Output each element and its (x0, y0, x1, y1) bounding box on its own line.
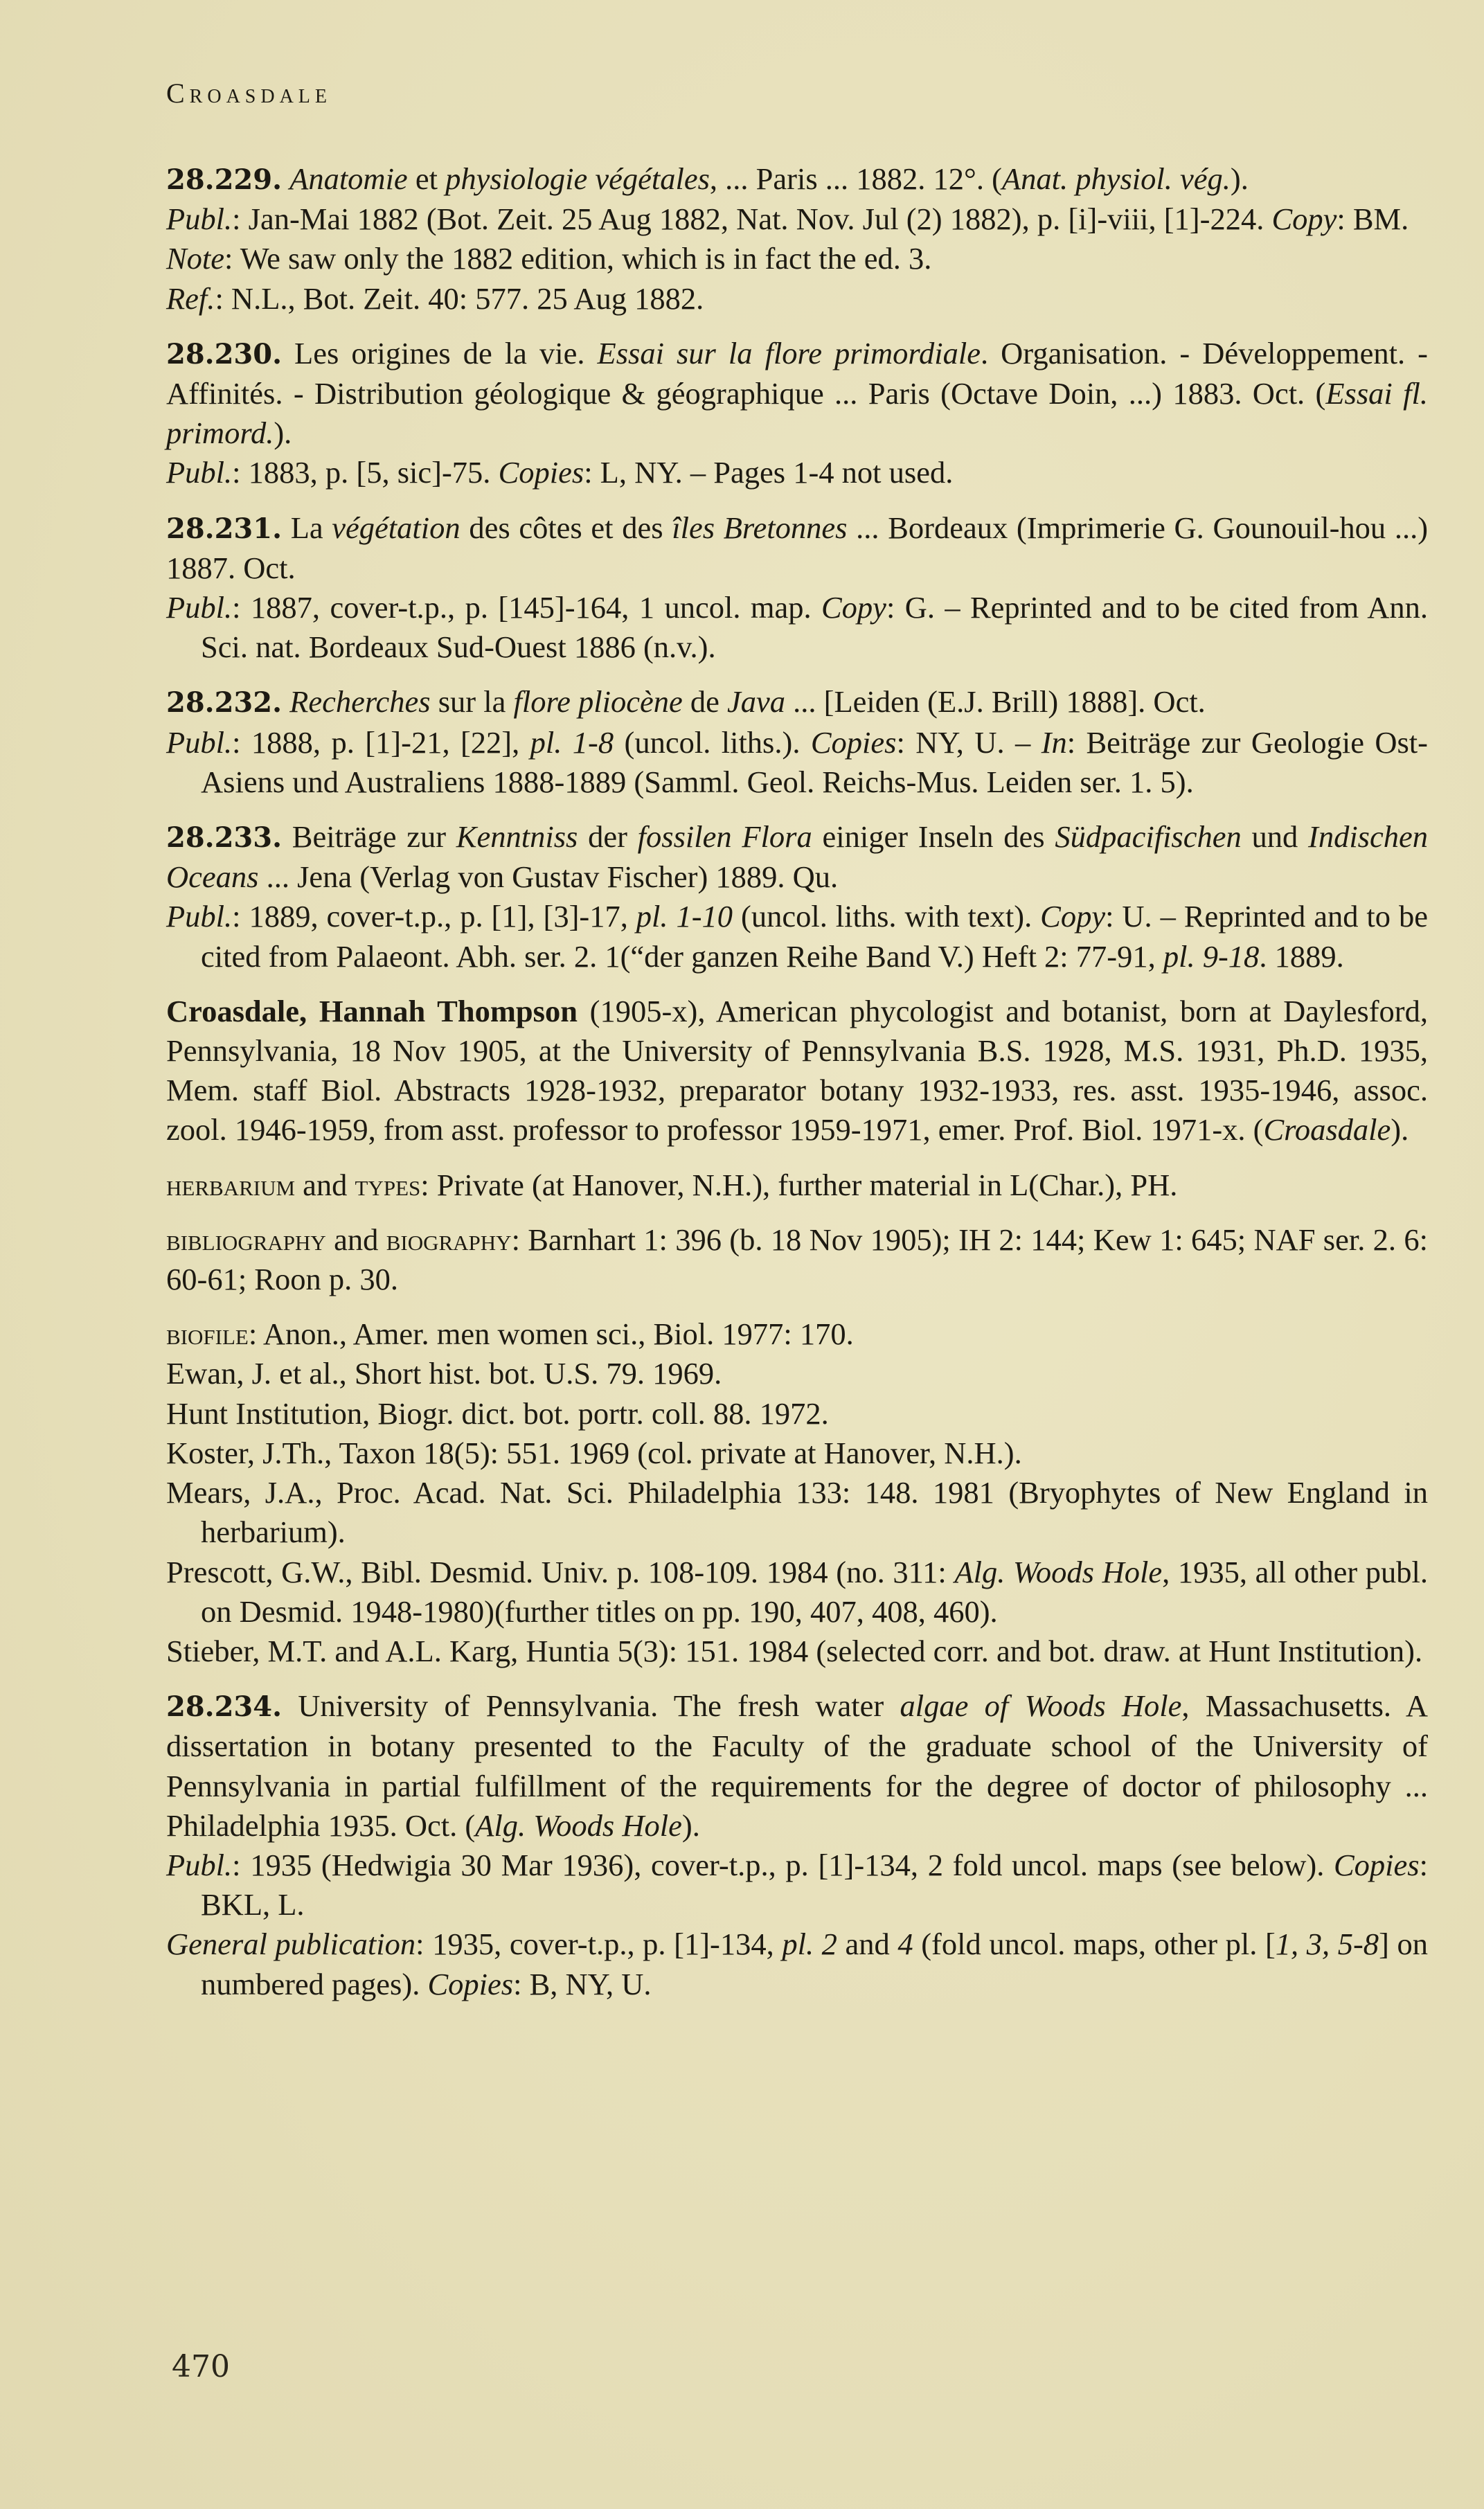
biofile-text: : Anon., Amer. men women sci., Biol. 1977: 170. (248, 1316, 854, 1352)
entry-number: 28.231. (166, 512, 283, 545)
author-name: Croasdale, Hannah Thompson (166, 993, 578, 1028)
publication-line (166, 588, 1428, 667)
ref-label: Ref. (166, 280, 215, 316)
title-part: , Massachusetts. A dissertation in botany presented to the Faculty of the graduate school of the University of Pennsylvania in partial fulfillment of the requirements for the degree of doctor of philosophy ... Philadelphia 1935. Oct. ( (166, 1688, 1428, 1843)
publication-line (166, 897, 1428, 976)
biofile-item: Mears, J.A., Proc. Acad. Nat. Sci. Philadelphia 133: 148. 1981 (Bryophytes of New England in herbarium). (166, 1475, 1428, 1550)
publ-text: : 1889, cover-t.p., p. [1], [3]-17, (232, 899, 636, 934)
note-text: : We saw only the 1882 edition, which is in fact the ed. 3. (224, 241, 932, 276)
publ-text: : 1888, p. [1]-21, [22], (232, 724, 530, 760)
entry-number: 28.232. (166, 686, 283, 720)
biofile-item (166, 1314, 1428, 1354)
entry-28-230 (166, 334, 1428, 493)
herbarium-types (166, 1166, 1428, 1205)
copies-label: Copies (498, 455, 584, 490)
copy-label: Copy (1040, 899, 1106, 934)
title-part: ... [Leiden (E.J. Brill) 1888]. Oct. (785, 684, 1206, 720)
biofile-item: Stieber, M.T. and A.L. Karg, Huntia 5(3): 151. 1984 (selected corr. and bot. draw. at Hunt Institution). (166, 1633, 1423, 1668)
biofile-item (166, 1553, 1428, 1632)
publication-line (166, 723, 1428, 802)
section-label: biofile (166, 1317, 249, 1352)
publ-label: Publ. (166, 590, 233, 625)
copy-text: . 1889. (1259, 938, 1344, 974)
title-part: des côtes et des (460, 510, 672, 545)
title-part: flore pliocène (513, 684, 683, 720)
publ-text: (fold uncol. maps, other pl. [ (913, 1927, 1276, 1962)
bibliography-text: : Barnhart 1: 396 (b. 18 Nov 1905); IH 2: 144; Kew 1: 645; NAF ser. 2. 6: 60-61; Roon p. 30. (166, 1222, 1428, 1297)
abbreviation: Anat. physiol. vég. (1001, 161, 1231, 196)
title-part: und (1241, 819, 1308, 855)
abbreviation: Essai fl. primord. (166, 376, 1428, 451)
title-part: Beiträge zur (282, 819, 456, 855)
title-part: Java (727, 684, 786, 720)
biofile-item: Ewan, J. et al., Short hist. bot. U.S. 79. 1969. (166, 1356, 722, 1391)
copies-label: Copies (1334, 1847, 1420, 1882)
entry-28-234 (166, 1686, 1428, 2004)
copy-text: : U. – Reprinted and to be cited from Palaeont. Abh. ser. 2. 1(“der ganzen Reihe Band V.) Heft 2: 77-91, (201, 899, 1428, 974)
title-part: physiologie végétales (445, 161, 710, 196)
entry-number: 28.233. (166, 821, 283, 855)
section-label: biography (386, 1222, 512, 1257)
section-label: types (355, 1168, 421, 1202)
entry-number: 28.229. (166, 163, 283, 196)
bio-text: (1905-x), American phycologist and botanist, born at Daylesford, Pennsylvania, 18 Nov 1905, at the University of Pennsylvania B.S. 1928, M.S. 1931, Ph.D. 1935, Mem. staff Biol. Abstracts 1928-1932, preparator botany 1932-1933, res. asst. 1935-1946, assoc. zool. 1946-1959, from asst. professor to professor 1959-1971, emer. Prof. Biol. 1971-x. ( (166, 993, 1428, 1148)
title-part: ... Bordeaux (Imprimerie G. Gounouil-hou ...) 1887. Oct. (166, 510, 1429, 585)
publ-text: : Jan-Mai 1882 (Bot. Zeit. 25 Aug 1882, Nat. Nov. Jul (2) 1882), p. [i]-viii, [1]-224. (232, 202, 1272, 237)
title-part: Anatomie (289, 161, 408, 196)
note-line (166, 239, 1428, 278)
biofile (166, 1314, 1428, 1671)
title-part: fossilen Flora (637, 819, 812, 855)
title-part: Indischen Oceans (166, 819, 1429, 895)
entry-28-231 (166, 508, 1428, 668)
publication-line (166, 199, 1428, 239)
publ-text: : 1935 (Hedwigia 30 Mar 1936), cover-t.p., p. [1]-134, 2 fold uncol. maps (see below). (232, 1847, 1334, 1882)
copies-text: : L, NY. – Pages 1-4 not used. (584, 455, 954, 490)
biofile-item: Koster, J.Th., Taxon 18(5): 551. 1969 (col. private at Hanover, N.H.). (166, 1435, 1022, 1470)
general-publication-label: General publication (166, 1927, 416, 1962)
page-number: 470 (172, 2349, 230, 2384)
title-part: sur la (430, 684, 514, 720)
ref-text: : N.L., Bot. Zeit. 40: 577. 25 Aug 1882. (215, 280, 704, 316)
entry-28-232 (166, 682, 1428, 802)
copy-label: Copy (821, 590, 886, 625)
bibliography-biography (166, 1220, 1428, 1299)
title-part: végétation (332, 510, 461, 545)
section-label: and (295, 1167, 355, 1202)
biofile-item: Hunt Institution, Biogr. dict. bot. portr. coll. 88. 1972. (166, 1395, 829, 1431)
copies-text: : NY, U. – (896, 724, 1042, 760)
entry-28-229 (166, 159, 1428, 319)
author-biography (166, 992, 1428, 1150)
copies-label: Copies (810, 724, 897, 760)
biofile-text: Prescott, G.W., Bibl. Desmid. Univ. p. 108-109. 1984 (no. 311: (166, 1554, 955, 1589)
in-label: In (1041, 724, 1067, 760)
title-part: Kenntniss (456, 819, 578, 855)
publ-text: : 1883, p. [5, sic]-75. (232, 455, 499, 490)
general-publication-line (166, 1925, 1428, 2003)
section-label: and (325, 1222, 386, 1257)
entry-number: 28.234. (166, 1690, 283, 1724)
herbarium-text: : Private (at Hanover, N.H.), further material in L(Char.), PH. (420, 1167, 1178, 1202)
publ-text: (uncol. liths.). (614, 724, 811, 760)
title-part: einiger Inseln des (812, 819, 1055, 855)
title-part: algae of Woods Hole (900, 1688, 1182, 1724)
title-part: der (578, 819, 638, 855)
publication-line (166, 453, 1428, 492)
publ-text: ] on numbered pages). (201, 1927, 1428, 2001)
copy-label: Copy (1271, 202, 1337, 237)
title-part: îles Bretonnes (672, 510, 848, 545)
title-part: Essai sur la flore primordiale (597, 335, 981, 370)
publication-line (166, 1846, 1428, 1925)
publ-text: : 1935, cover-t.p., p. [1]-134, (415, 1927, 783, 1962)
plates: 4 (897, 1927, 913, 1962)
title-part: ). (681, 1807, 700, 1843)
biofile-text: Alg. Woods Hole (954, 1554, 1163, 1589)
title-part: Recherches (289, 684, 431, 720)
title-part: et (407, 161, 446, 196)
page-body (166, 69, 1428, 2019)
plates: 1, 3, 5-8 (1275, 1927, 1379, 1962)
title-part: University of Pennsylvania. The fresh water (282, 1688, 900, 1724)
title-part: Südpacifischen (1055, 819, 1242, 855)
title-part: de (682, 684, 727, 720)
publ-text: : 1887, cover-t.p., p. [145]-164, 1 uncol. map. (232, 590, 821, 625)
plates: pl. 2 (782, 1927, 837, 1962)
running-head: Croasdale (166, 78, 332, 109)
title-part: ). (1230, 161, 1249, 196)
title-part: . Organisation. - Développement. - Affinités. - Distribution géologique & géographique ... Paris (Octave Doin, ...) 1883. Oct. ( (166, 335, 1428, 411)
section-label: herbarium (166, 1168, 296, 1202)
abbreviation: Alg. Woods Hole (475, 1807, 682, 1843)
copy-text: : G. – Reprinted and to be cited from Ann. Sci. nat. Bordeaux Sud-Ouest 1886 (n.v.). (201, 590, 1428, 665)
section-label: bibliography (166, 1222, 326, 1257)
publ-label: Publ. (166, 1847, 233, 1882)
ref-line (166, 279, 1428, 319)
entry-number: 28.230. (166, 337, 283, 370)
plates: pl. 1-10 (636, 899, 733, 934)
entry-28-233 (166, 817, 1428, 976)
publ-label: Publ. (166, 724, 233, 760)
copies-text: : B, NY, U. (513, 1966, 652, 2001)
title-part: Les origines de la vie. (282, 335, 598, 370)
in-text: : Beiträge zur Geologie Ost-Asiens und Australiens 1888-1889 (Samml. Geol. Reichs-Mus. Leiden ser. 1. 5). (201, 724, 1428, 799)
publ-text: and (837, 1927, 898, 1962)
title-part: ). (274, 416, 292, 451)
publ-label: Publ. (166, 899, 233, 934)
copies-label: Copies (427, 1966, 514, 2001)
bio-text: ). (1391, 1112, 1409, 1148)
title-part: , ... Paris ... 1882. 12°. ( (709, 161, 1002, 196)
copy-text: : BM. (1337, 202, 1409, 237)
publ-label: Publ. (166, 202, 233, 237)
title-part: La (282, 510, 332, 545)
copies-text: : BKL, L. (201, 1847, 1428, 1922)
plates: pl. 1-8 (530, 724, 614, 760)
plates: pl. 9-18 (1163, 938, 1260, 974)
biofile-text: , 1935, all other publ. on Desmid. 1948-1980)(further titles on pp. 190, 407, 408, 460). (201, 1554, 1428, 1629)
author-abbreviation: Croasdale (1263, 1112, 1391, 1148)
title-part: ... Jena (Verlag von Gustav Fischer) 1889. Qu. (258, 859, 839, 895)
publ-label: Publ. (166, 455, 233, 490)
note-label: Note (166, 241, 225, 276)
publ-text: (uncol. liths. with text). (733, 899, 1041, 934)
